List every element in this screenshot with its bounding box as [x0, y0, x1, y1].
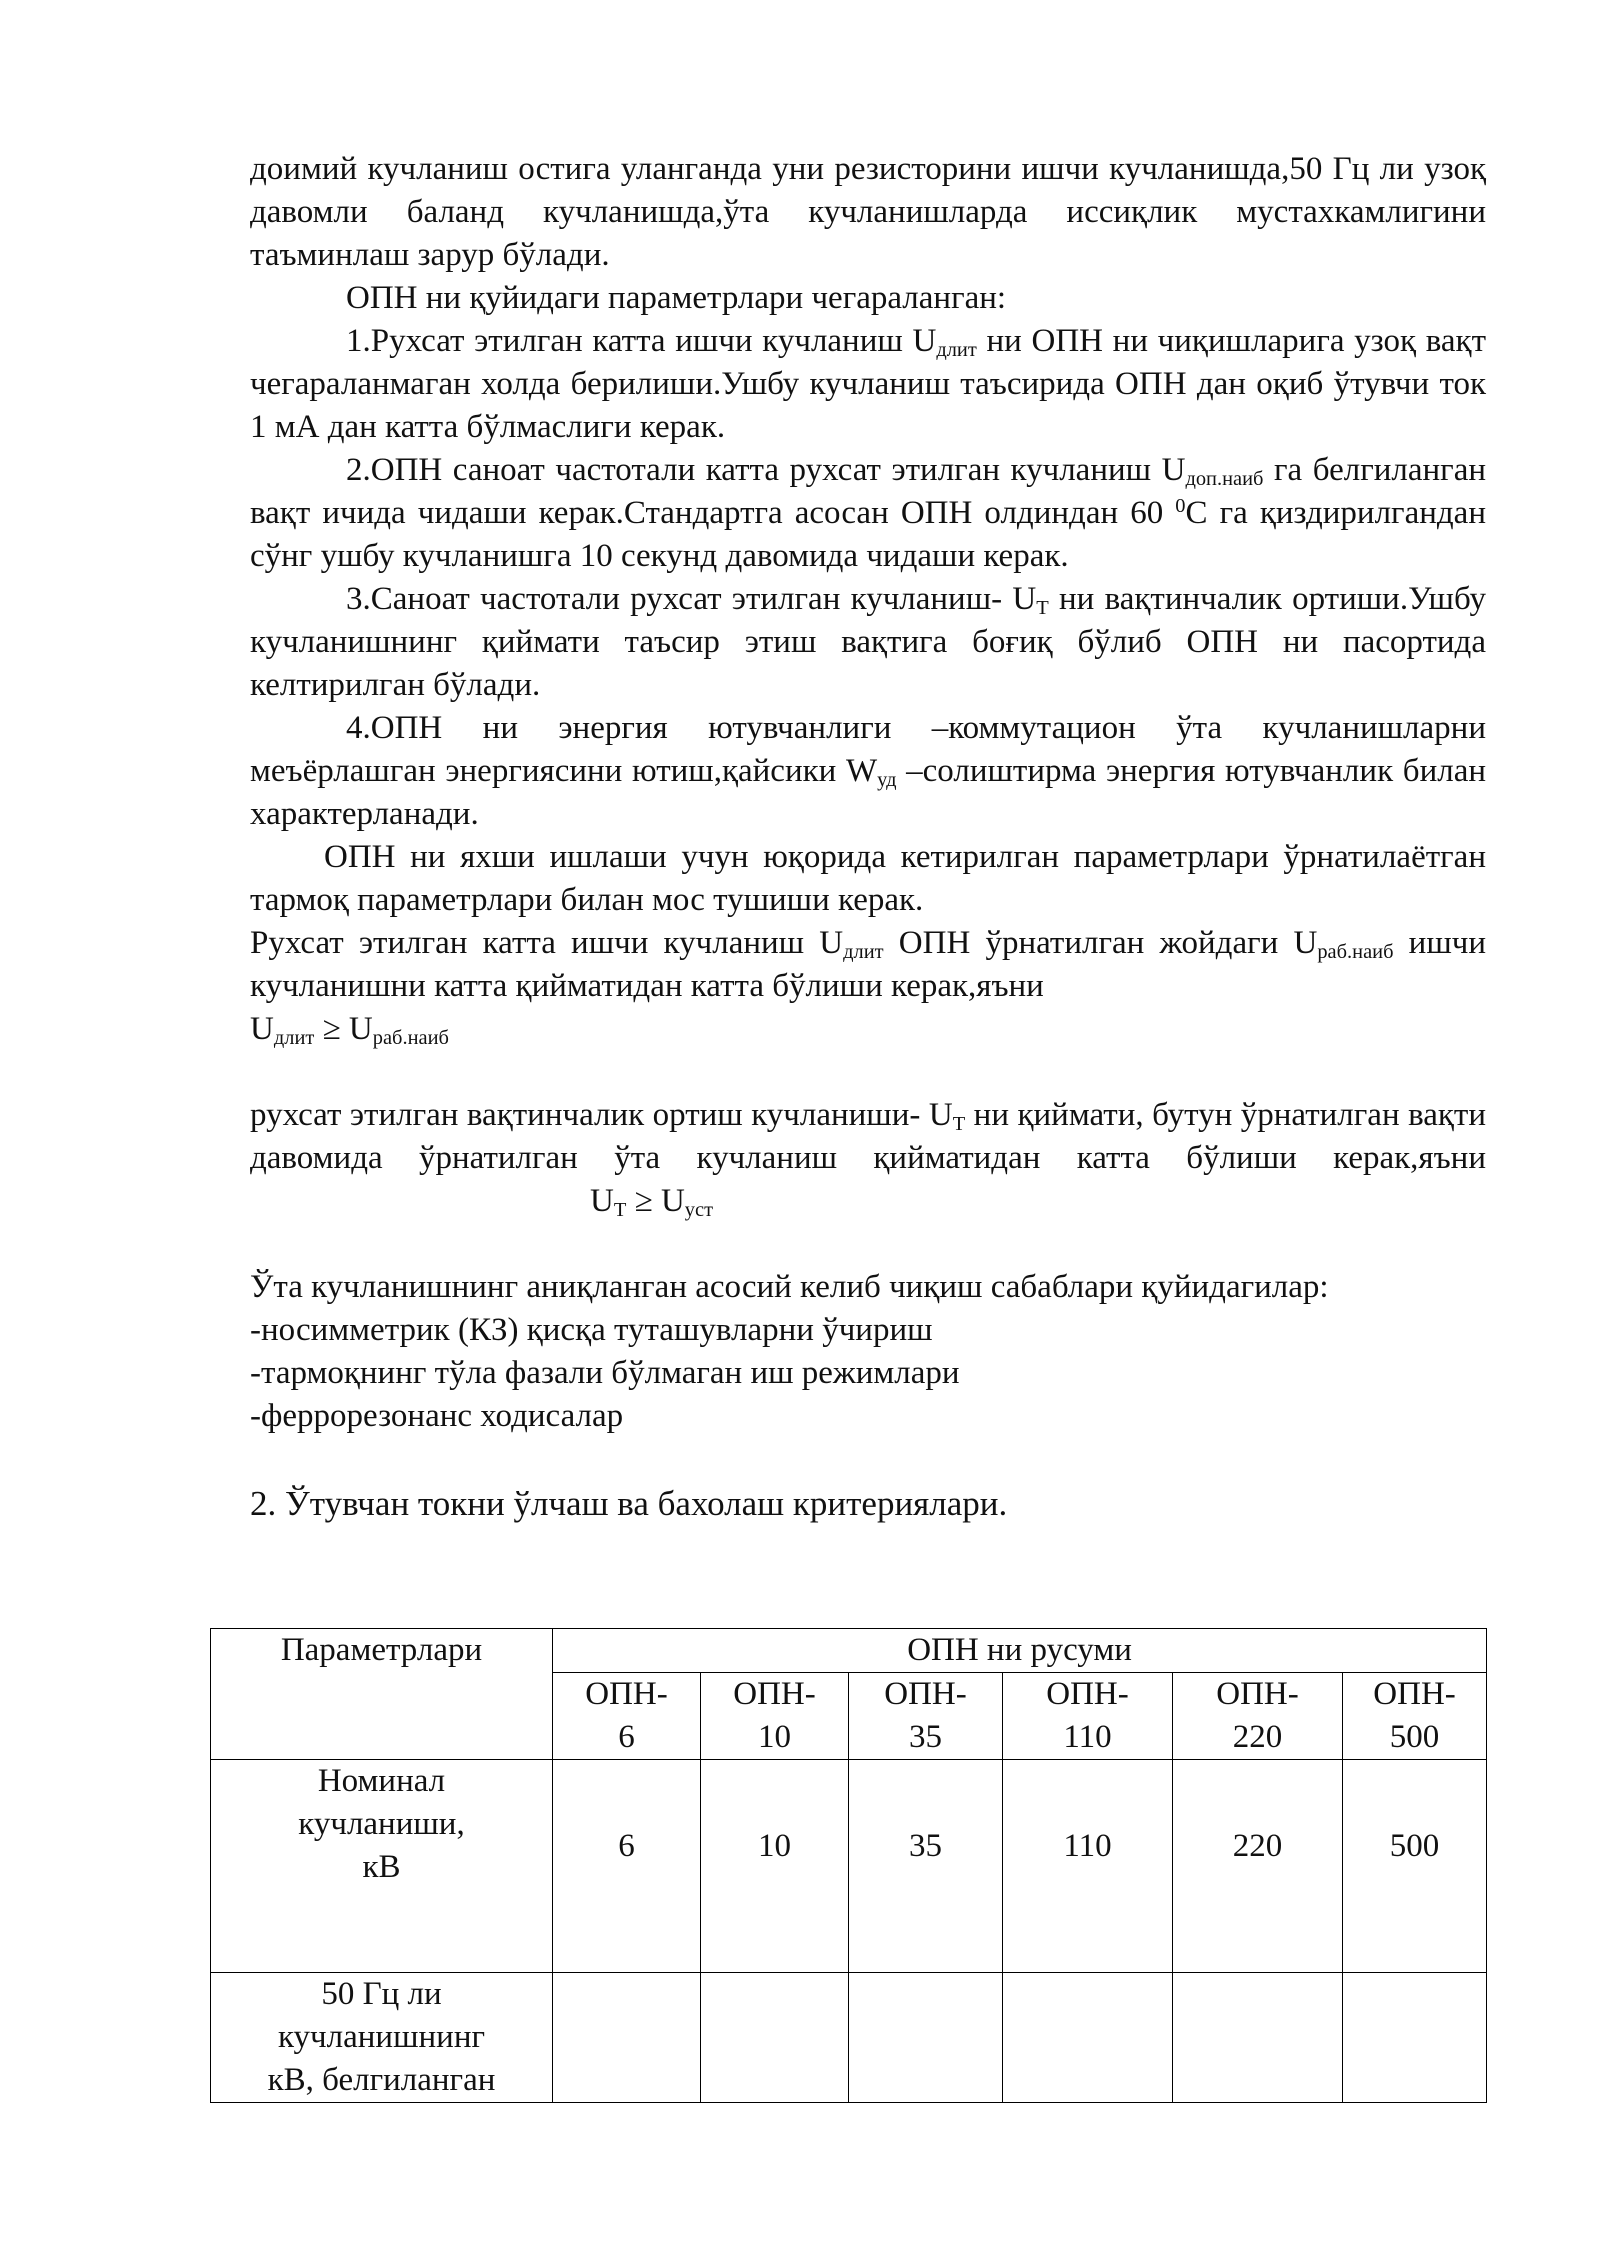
header-params: Параметрлари: [211, 1629, 553, 1760]
list-intro: Ўта кучланишнинг аниқланган асосий келиб чиқиш сабаблари қуйидагилар:: [250, 1269, 1329, 1305]
row-label: Номинал кучланиши, кВ: [211, 1760, 553, 1973]
list-item: -тармоқнинг тўла фазали бўлмаган иш режимлари: [250, 1355, 960, 1391]
type-cell: ОПН- 110: [1003, 1673, 1173, 1760]
paragraph: ОПН ни яхши ишлаши учун юқорида кетирилган параметрлари ўрнатилаётган тармоқ параметрлари билан мос тушиши керак.: [250, 839, 1486, 918]
section-heading: 2. Ўтувчан токни ўлчаш ва бахолаш критериялари.: [250, 1484, 1008, 1523]
table-cell: 35: [849, 1760, 1003, 1973]
list-item: -феррорезонанс ходисалар: [250, 1398, 624, 1434]
row-label: 50 Гц ли кучланишнинг кВ, белгиланган: [211, 1973, 553, 2103]
type-cell: ОПН- 35: [849, 1673, 1003, 1760]
table-cell: [1173, 1973, 1343, 2103]
type-cell: ОПН- 500: [1343, 1673, 1487, 1760]
type-cell: ОПН- 6: [553, 1673, 701, 1760]
paragraph: Рухсат этилган катта ишчи кучланиш $U_{длит}$ ОПН ўрнатилган жойдаги $U_{раб.наиб}$ ишчи кучланишни катта қийматидан катта бўлиши керак,яъни: [250, 925, 1487, 1004]
paragraph: 2.ОПН саноат частотали катта рухсат этилган кучланиш $U_{доп.наиб}$ га белгиланган вақт ичида чидаши керак.Стандартга асосан ОПН олдиндан 60 $^0$С га қиздирилгандан сўнг ушбу кучланишга 10 секунд давомида чидаши керак.: [250, 452, 1487, 574]
type-cell: ОПН- 220: [1173, 1673, 1343, 1760]
paragraph: ОПН ни қуйидаги параметрлари чегараланган:: [346, 280, 1007, 316]
table-cell: 220: [1173, 1760, 1343, 1973]
paragraph: 4.ОПН ни энергия ютувчанлиги –коммутацион ўта кучланишларни меъёрлашган энергиясини ютиш,қайсики $W_{уд}$ –солиштирма энергия ютувчанлик билан характерланади.: [250, 710, 1486, 832]
formula: $U_{длит} \ge U_{раб.наиб}$: [250, 1011, 449, 1050]
paragraph: 3.Саноат частотали рухсат этилган кучланиш- $U_Т$ ни вақтинчалик ортиши.Ушбу кучланишнинг қиймати таъсир этиш вақтига боғиқ бўлиб ОПН ни пасортида келтирилган бўлади.: [250, 581, 1486, 703]
paragraph: 1.Рухсат этилган катта ишчи кучланиш $U_{длит}$ ни ОПН ни чиқишларига узоқ вақт чегараланмаган холда берилиши.Ушбу кучланиш таъсирида ОПН дан оқиб ўтувчи ток 1 мА дан катта бўлмаслиги керак.: [250, 323, 1486, 445]
table-header-row: [211, 1629, 1487, 1673]
table-cell: 110: [1003, 1760, 1173, 1973]
table-cell: [553, 1973, 701, 2103]
paragraph: рухсат этилган вақтинчалик ортиш кучланиши- $U_Т$ ни қиймати, бутун ўрнатилган вақти давомида ўрнатилган ўта кучланиш қийматидан катта бўлиши керак,яъниU$_Т$ ≥ $U_{уст}$: [250, 1097, 1486, 1222]
list-item: -носимметрик (КЗ) қисқа туташувларни ўчириш: [250, 1312, 933, 1348]
type-cell: ОПН- 10: [701, 1673, 849, 1760]
table-row: [211, 1760, 1487, 1973]
paragraph: доимий кучланиш остига уланганда уни резисторини ишчи кучланишда,50 Гц ли узоқ давомли баланд кучланишда,ўта кучланишларда иссиқлик мустахкамлигини таъминлаш зарур бўлади.: [250, 151, 1486, 273]
table-cell: 6: [553, 1760, 701, 1973]
parameters-table: [210, 1628, 1487, 2103]
table-cell: 10: [701, 1760, 849, 1973]
table-cell: 500: [1343, 1760, 1487, 1973]
table-row: [211, 1973, 1487, 2103]
table-cell: [849, 1973, 1003, 2103]
cause-list: [250, 1266, 1486, 1438]
formula: $U_Т \ge U_{уст}$: [590, 1183, 714, 1222]
table-cell: [1343, 1973, 1487, 2103]
document-body: [250, 148, 1486, 1525]
table-cell: [1003, 1973, 1173, 2103]
header-opn-type: ОПН ни русуми: [553, 1629, 1487, 1673]
table-cell: [701, 1973, 849, 2103]
